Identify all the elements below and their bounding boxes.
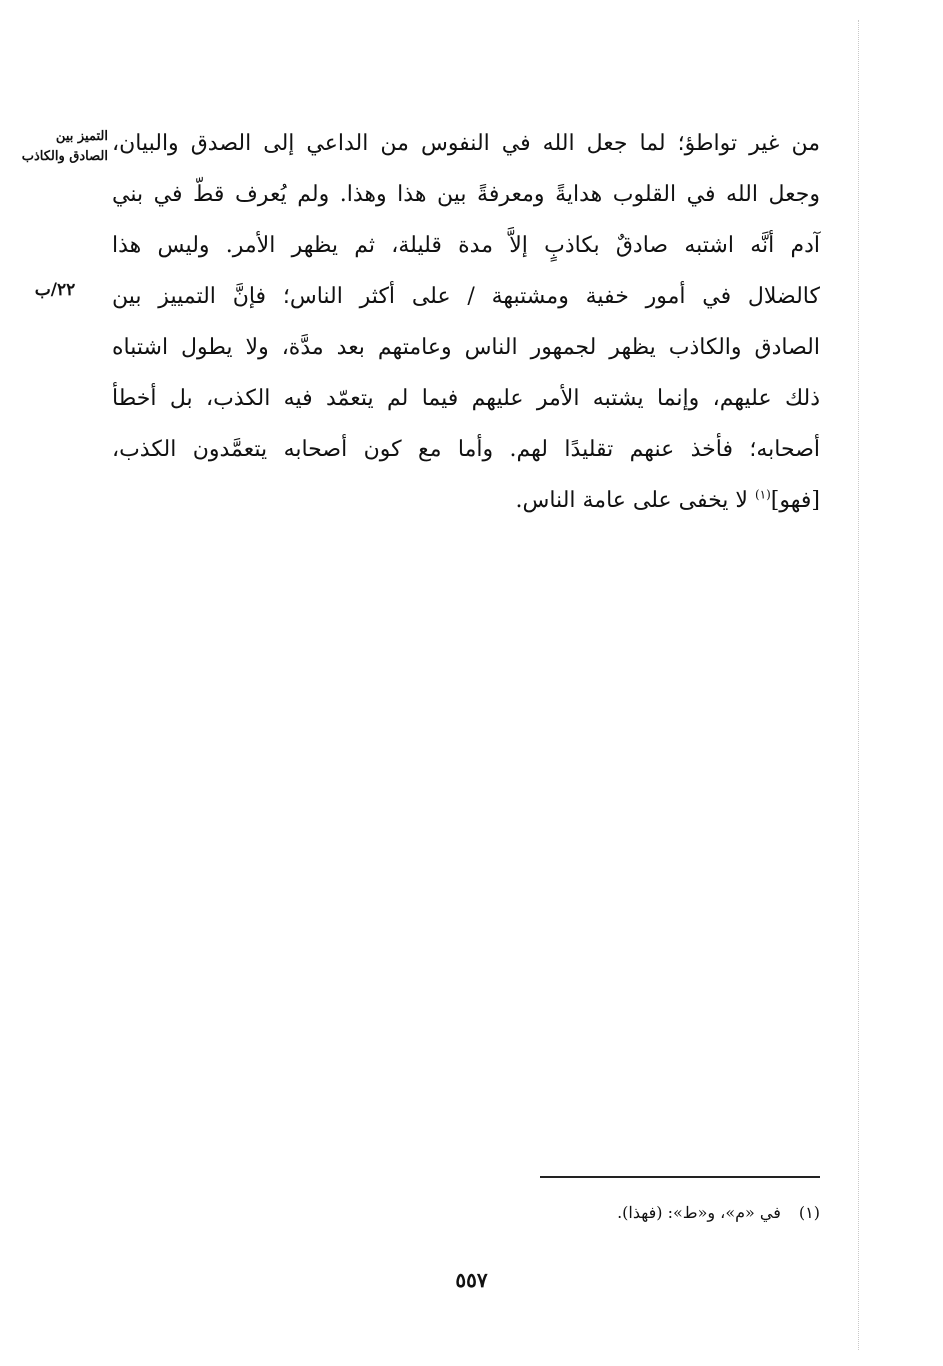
footnote-text: في «م»، و«ط»: (فهذا). bbox=[617, 1203, 781, 1222]
text-line-last bbox=[112, 475, 820, 526]
page-number: ٥٥٧ bbox=[455, 1268, 488, 1292]
text-line: آدم أنَّه اشتبه صادقٌ بكاذبٍ إلاَّ مدة قليلة، ثم يظهر الأمر. وليس هذا bbox=[112, 233, 820, 258]
last-line-text: لا يخفى على عامة الناس. bbox=[515, 488, 755, 513]
manuscript-folio-marker: ٢٢/ب bbox=[34, 280, 76, 300]
text-line: الصادق والكاذب يظهر لجمهور الناس وعامتهم بعد مدَّة، ولا يطول اشتباه bbox=[112, 335, 820, 360]
scan-edge-divider bbox=[858, 20, 859, 1350]
margin-heading-line-2: الصادق والكاذب bbox=[21, 149, 108, 164]
margin-heading bbox=[2, 127, 108, 167]
footnote bbox=[420, 1203, 820, 1222]
text-line: من غير تواطؤ؛ لما جعل الله في النفوس من الداعي إلى الصدق والبيان، bbox=[112, 131, 820, 156]
text-line: أصحابه؛ فأخذ عنهم تقليدًا لهم. وأما مع كون أصحابه يتعمَّدون الكذب، bbox=[112, 437, 820, 462]
margin-heading-line-1: التميز بين bbox=[55, 129, 108, 144]
bracketed-word: [فهو] bbox=[770, 488, 820, 513]
main-text bbox=[112, 118, 820, 526]
footnote-reference[interactable]: (١) bbox=[754, 487, 771, 502]
footnote-separator bbox=[540, 1176, 820, 1178]
text-line: ذلك عليهم، وإنما يشتبه الأمر عليهم فيما لم يتعمّد فيه الكذب، بل أخطأ bbox=[112, 386, 820, 411]
text-line: وجعل الله في القلوب هدايةً ومعرفةً بين هذا وهذا. ولم يُعرف قطّ في بني bbox=[112, 182, 820, 207]
text-line: كالضلال في أمور خفية ومشتبهة / على أكثر الناس؛ فإنَّ التمييز بين bbox=[112, 284, 820, 309]
footnote-number: (١) bbox=[798, 1203, 820, 1222]
